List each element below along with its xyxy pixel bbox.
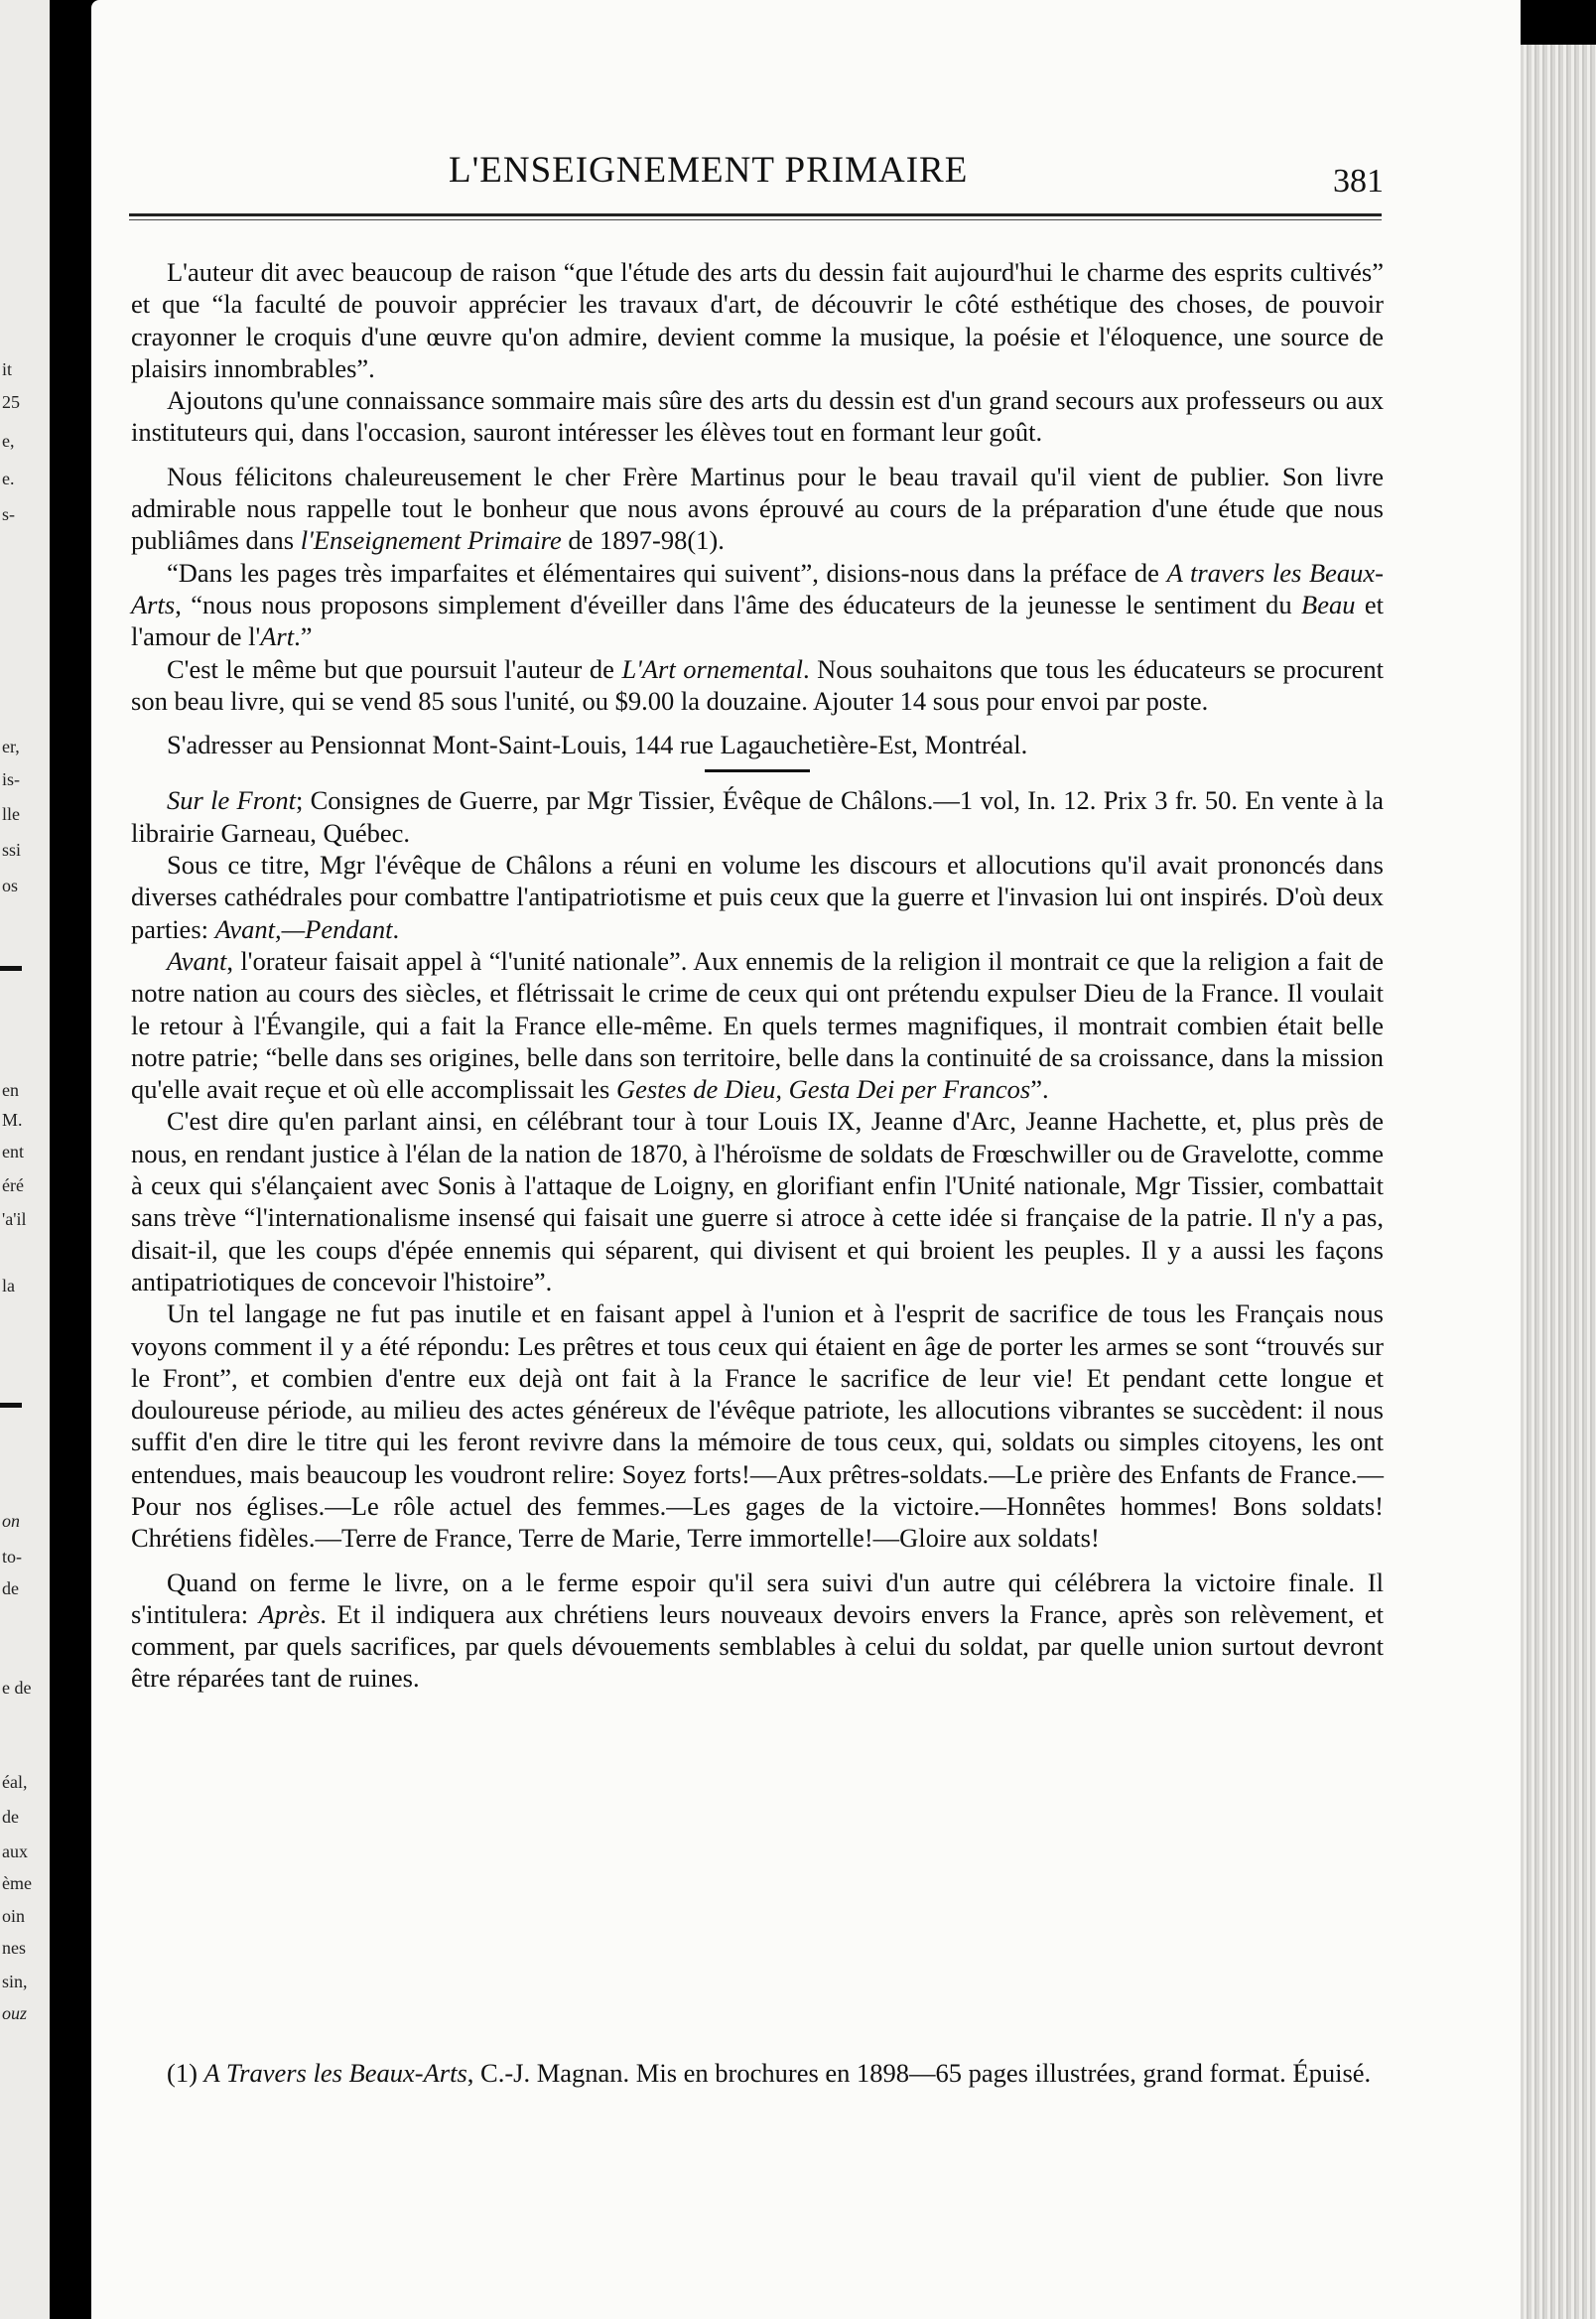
fragment-text: nes bbox=[2, 1938, 26, 1958]
paragraph: Un tel langage ne fut pas inutile et en faisant appel à l'union et à l'esprit de sacrifice de tous les Français nous voyons comment il y a été répondu: Les prêtres et tous ceux qui étaient en âge de porter les armes se sont “trouvés sur le Front”, et combien d'entre eux dejà ont fait à la France le sacrifice de leur vie! Et pendant cette longue et douloureuse période, au milieu des actes généreux de l'évêque patriote, les allocutions vibrantes se succèdent: il nous suffit d'en dire le titre qui les feront revivre dans la mémoire de tous ceux, qui, soldats ou simples citoyens, les ont entendues, mais beaucoup les voudront relire: Soyez forts!—Aux prêtres-soldats.—Le prière des Enfants de France.—Pour nos églises.—Le rôle actuel des femmes.—Les gages de la victoire.—Honnêtes hommes! Bons soldats! Chrétiens fidèles.—Terre de France, Terre de Marie, Terre immortelle!—Gloire aux soldats! bbox=[131, 1298, 1384, 1554]
paragraph: “Dans les pages très imparfaites et élémentaires qui suivent”, disions-nous dans la préface de A travers les Beaux-Arts, “nous nous proposons simplement d'éveiller dans l'âme des éducateurs de la jeunesse le sentiment du Beau et l'amour de l'Art.” bbox=[131, 557, 1384, 652]
fragment-text: is- bbox=[2, 769, 20, 789]
fragment-text: lle bbox=[2, 804, 20, 824]
fragment-text: oin bbox=[2, 1906, 26, 1926]
book-notice: Sur le Front; Consignes de Guerre, par Mgr Tissier, Évêque de Châlons.—1 vol, In. 12. Prix 3 fr. 50. En vente à la librairie Garneau, Québec. bbox=[131, 785, 1384, 848]
fragment-text: la bbox=[2, 1276, 15, 1296]
fragment-text: er, bbox=[2, 737, 20, 756]
fragment-text: 'a'il bbox=[2, 1209, 27, 1229]
fragment-text: en bbox=[2, 1080, 19, 1100]
page-tick-mark bbox=[0, 966, 22, 971]
fragment-text: ent bbox=[2, 1142, 24, 1161]
page-number: 381 bbox=[1333, 163, 1384, 200]
paragraph: L'auteur dit avec beaucoup de raison “que l'étude des arts du dessin fait aujourd'hui le charme des esprits cultivés” et que “la faculté de pouvoir apprécier les travaux d'art, de découvrir le côté esthétique des choses, de pouvoir crayonner le croquis d'une œuvre qu'on admire, devient comme la musique, la poésie et l'éloquence, une source de plaisirs innombrables”. bbox=[131, 257, 1384, 383]
paragraph: Avant, l'orateur faisait appel à “l'unité nationale”. Aux ennemis de la religion il montrait ce que la religion a fait de notre nation au cours des siècles, et flétrissait le crime de ceux qui ont prétendu expulser Dieu de la France. Il voulait le retour à l'Évangile, qui a fait la France elle-même. En quels termes magnifiques, il montrait combien était belle notre patrie; “belle dans ses origines, belle dans son territoire, belle dans la continuité de sa croissance, dans la mission qu'elle avait reçue et où elle accomplissait les Gestes de Dieu, Gesta Dei per Francos”. bbox=[131, 945, 1384, 1105]
fragment-text: e. bbox=[2, 469, 15, 488]
fragment-text: e de bbox=[2, 1678, 32, 1698]
fragment-text: os bbox=[2, 876, 19, 895]
fragment-text: éal, bbox=[2, 1772, 28, 1792]
page-header bbox=[121, 149, 1384, 199]
fragment-text: on bbox=[2, 1511, 20, 1531]
paragraph: C'est dire qu'en parlant ainsi, en célébrant tour à tour Louis IX, Jeanne d'Arc, Jeanne Hachette, et, plus près de nous, en rendant justice à l'élan de la nation de 1870, à l'héroïsme de soldats de Frœschwiller ou de Gravelotte, comme à ceux qui s'élançaient avec Sonis à l'attaque de Loigny, en glorifiant enfin l'Unité nationale, Mgr Tissier, combattait sans trève “l'internationalisme insensé qui faisait une guerre si atroce à cette idée si française de la patrie. Il n'y a pas, disait-il, que les coups d'épée ennemis qui séparent, qui divisent et qui broient les peuples. Il y a aussi les façons antipatriotiques de concevoir l'histoire”. bbox=[131, 1106, 1384, 1296]
fragment-text: it bbox=[2, 359, 13, 379]
fragment-text: e, bbox=[2, 431, 15, 451]
fragment-text: de bbox=[2, 1807, 19, 1827]
header-rule-thin bbox=[129, 219, 1382, 220]
fragment-text: s- bbox=[2, 504, 15, 524]
paragraph: Nous félicitons chaleureusement le cher Frère Martinus pour le beau travail qu'il vient de publier. Son livre admirable nous rappelle tout le bonheur que nous avons éprouvé au cours de la préparation d'une étude que nous publiâmes dans l'Enseignement Primaire de 1897-98(1). bbox=[131, 461, 1384, 556]
section-separator bbox=[705, 769, 810, 772]
fragment-text: 25 bbox=[2, 392, 20, 412]
background-dark bbox=[1521, 0, 1596, 45]
paragraph: C'est le même but que poursuit l'auteur de L'Art ornemental. Nous souhaitons que tous les éducateurs se procurent son beau livre, qui se vend 85 sous l'unité, ou $9.00 la douzaine. Ajouter 14 sous pour envoi par poste. bbox=[131, 653, 1384, 716]
fragment-text: ouz bbox=[2, 2003, 28, 2023]
address-line: S'adresser au Pensionnat Mont-Saint-Louis, 144 rue Lagauchetière-Est, Montréal. bbox=[167, 730, 1028, 760]
running-head: L'ENSEIGNEMENT PRIMAIRE bbox=[449, 150, 969, 191]
fragment-text: to- bbox=[2, 1547, 22, 1567]
page-tick-mark bbox=[0, 1403, 22, 1408]
footnote-marker: (1) bbox=[167, 2058, 204, 2088]
fragment-text: éré bbox=[2, 1175, 24, 1195]
fragment-text: aux bbox=[2, 1842, 28, 1861]
paragraph: Sous ce titre, Mgr l'évêque de Châlons a réuni en volume les discours et allocutions qu'il avait prononcés dans diverses cathédrales pour combattre l'antipatriotisme et puis ceux que la guerre et l'invasion lui ont inspirés. D'où deux parties: Avant,—Pendant. bbox=[131, 850, 1384, 944]
book-fore-edge bbox=[1521, 45, 1596, 2319]
adjacent-page-strip bbox=[0, 0, 50, 2319]
paragraph: Quand on ferme le livre, on a le ferme espoir qu'il sera suivi d'un autre qui célébrera la victoire finale. Il s'intitulera: Après. Et il indiquera aux chrétiens leurs nouveaux devoirs envers la France, après son relèvement, et comment, par quels sacrifices, par quels dévouements semblables à celui du soldat, par quelle union surtout devront être réparées tant de ruines. bbox=[131, 1567, 1384, 1694]
footnote-text: , C.-J. Magnan. Mis en brochures en 1898—65 pages illustrées, grand format. Épuisé. bbox=[466, 2058, 1372, 2088]
fragment-text: de bbox=[2, 1578, 19, 1598]
body-text bbox=[131, 256, 1384, 1695]
fragment-text: sin, bbox=[2, 1972, 28, 1991]
footnote bbox=[131, 2057, 1384, 2090]
footnote-title: A Travers les Beaux-Arts bbox=[203, 2058, 467, 2088]
header-rule bbox=[129, 213, 1382, 216]
fragment-text: ème bbox=[2, 1873, 32, 1893]
fragment-text: M. bbox=[2, 1110, 23, 1130]
fragment-text: ssi bbox=[2, 840, 22, 860]
paragraph: Ajoutons qu'une connaissance sommaire mais sûre des arts du dessin est d'un grand secours aux professeurs ou aux instituteurs qui, dans l'occasion, sauront intéresser les élèves tout en formant leur goût. bbox=[131, 385, 1384, 448]
book-page bbox=[91, 0, 1521, 2319]
